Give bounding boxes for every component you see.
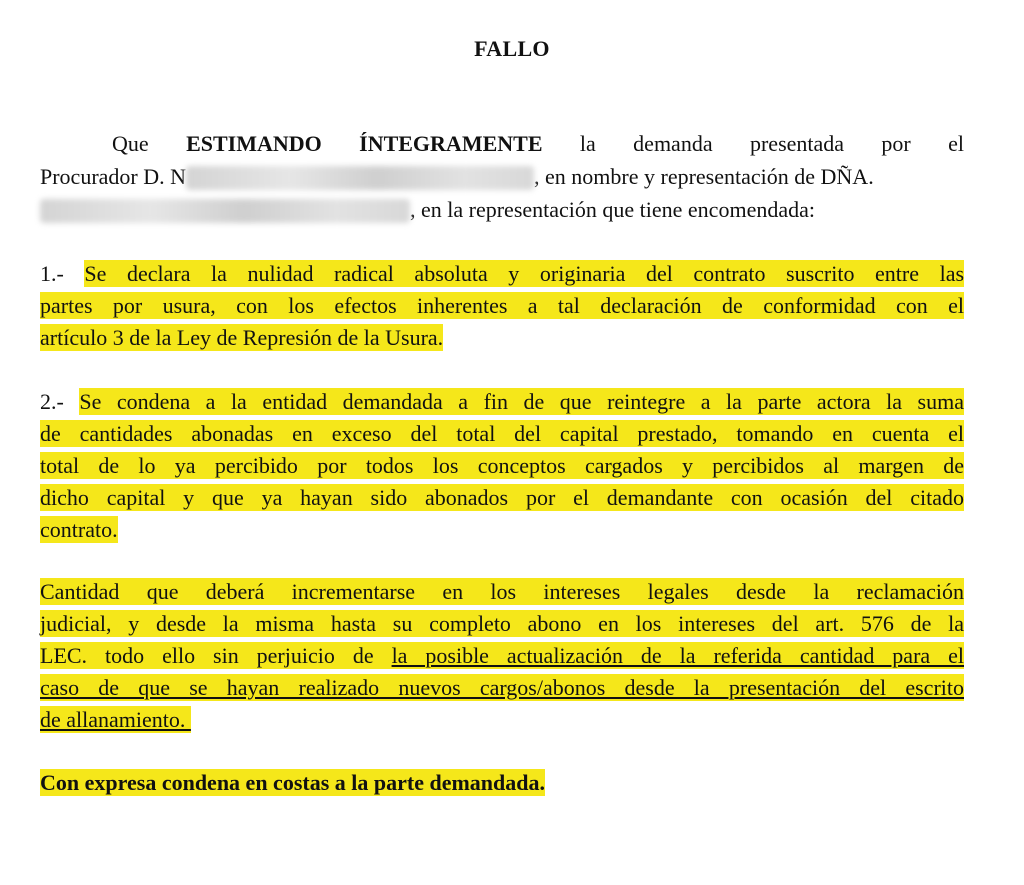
item1-text-2: partes por usura, con los efectos inherentes a tal declaración de conformidad con el — [40, 293, 964, 318]
intro-estimando: ESTIMANDO ÍNTEGRAMENTE — [186, 131, 543, 156]
item2-line-5 — [40, 514, 964, 546]
intro-que: Que — [112, 131, 149, 156]
item2-text-2: de cantidades abonadas en exceso del total del capital prestado, tomando en cuenta el — [40, 421, 964, 446]
item1-line-2 — [40, 290, 964, 322]
intro-representacion: , en la representación que tiene encomendada: — [410, 197, 815, 222]
redacted-name — [186, 166, 534, 190]
item2-line-1 — [40, 386, 964, 418]
intro-line-2 — [40, 161, 964, 193]
item1-number: 1.- — [40, 261, 64, 286]
item2-line-3 — [40, 450, 964, 482]
intro-la-demanda: la demanda presentada por el — [579, 131, 965, 156]
item2-text-4: dicho capital y que ya hayan sido abonados por el demandante con ocasión del citado — [40, 485, 964, 510]
item1-line-3 — [40, 322, 964, 354]
intro-line-3 — [40, 194, 964, 226]
item1-line-1 — [40, 258, 964, 290]
para3-line-1 — [40, 576, 964, 608]
para3-text-5: de allanamiento. — [40, 707, 191, 732]
intro-procurador: Procurador D. N — [40, 164, 187, 189]
item1-text-1: Se declara la nulidad radical absoluta y originaria del contrato suscrito entre las — [84, 261, 965, 286]
item1-text-3: artículo 3 de la Ley de Represión de la Usura. — [40, 325, 444, 350]
para3-line-5 — [40, 704, 964, 736]
closing-text: Con expresa condena en costas a la parte demandada. — [40, 770, 546, 795]
para3-text-3a: LEC. todo ello sin perjuicio de — [40, 643, 392, 668]
redacted-client-name — [40, 199, 410, 223]
para3-line-4 — [40, 672, 964, 704]
para3-line-2 — [40, 608, 964, 640]
item2-line-4 — [40, 482, 964, 514]
para3-text-3b: la posible actualización de la referida cantidad para el — [391, 643, 964, 668]
item2-line-2 — [40, 418, 964, 450]
para3-text-4: caso de que se hayan realizado nuevos cargos/abonos desde la presentación del escrito — [40, 675, 964, 700]
item2-text-1: Se condena a la entidad demandada a fin de que reintegre a la parte actora la suma — [79, 389, 964, 414]
closing-line — [40, 767, 964, 799]
intro-nombre-rep: , en nombre y representación de DÑA. — [534, 164, 874, 189]
para3-line-3 — [40, 640, 964, 672]
para3-text-2: judicial, y desde la misma hasta su completo abono en los intereses del art. 576 de la — [40, 611, 964, 636]
item2-number: 2.- — [40, 389, 64, 414]
item2-text-5: contrato. — [40, 517, 118, 542]
para3-text-1: Cantidad que deberá incrementarse en los intereses legales desde la reclamación — [40, 579, 964, 604]
document-title: FALLO — [474, 36, 550, 61]
intro-line-1 — [40, 128, 964, 160]
item2-text-3: total de lo ya percibido por todos los conceptos cargados y percibidos al margen de — [40, 453, 964, 478]
